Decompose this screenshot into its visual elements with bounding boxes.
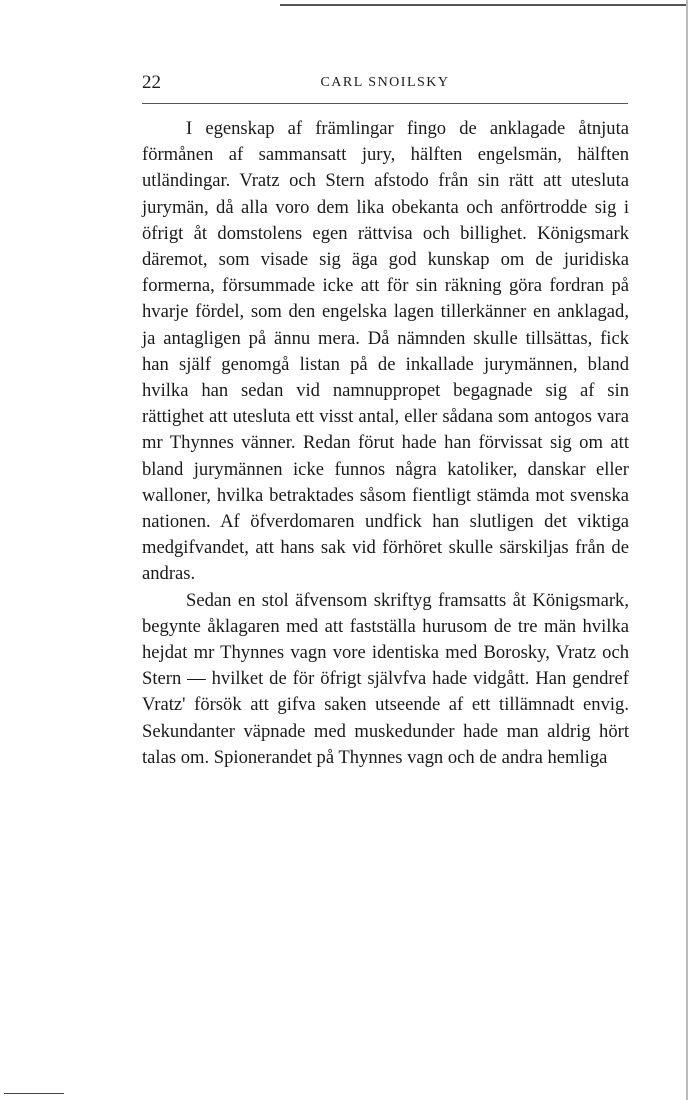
body-text (142, 116, 629, 771)
bottom-edge-rule (4, 1093, 64, 1094)
top-edge-rule (280, 4, 688, 6)
header-rule (142, 103, 628, 104)
page-header (142, 72, 628, 96)
page-number: 22 (142, 72, 161, 93)
running-head: CARL SNOILSKY (320, 75, 450, 90)
paragraph-2: Sedan en stol äfvensom skriftyg framsatts åt Königsmark, begynte åklagaren med att fastställa hurusom de tre män hvilka hejdat mr Thynnes vagn vore identiska med Borosky, Vratz och Stern — hvilket de för öfrigt självfva hade vidgått. Han gendref Vratz' försök att gifva saken utseende af ett tillämnadt envig. Sekundanter väpnade med muskedunder hade man aldrig hört talas om. Spionerandet på Thynnes vagn och de andra hemliga (142, 589, 629, 768)
paragraph-1: I egenskap af främlingar fingo de anklagade åtnjuta förmånen af sammansatt jury, hälften engelsmän, hälften utländingar. Vratz och Stern afstodo från sin rätt att utesluta jurymän, då alla voro dem lika obekanta och anförtrodde sig i öfrigt åt domstolens egen rättvisa och billighet. Königsmark däremot, som visade sig äga god kunskap om de juridiska formerna, försummade icke att för sin räkning göra fordran på hvarje fördel, som den engelska lagen tillerkänner en anklagad, ja antagligen på ännu mera. Då nämnden skulle tillsättas, fick han själf genomgå listan på de inkallade jurymännen, bland hvilka han sedan vid namnuppropet begagnade sig af sin rättighet att utesluta ett visst antal, eller sådana som antogos vara mr Thynnes vänner. Redan förut hade han förvissat sig om att bland jurymännen icke funnos några katoliker, danskar eller walloner, hvilka betraktades såsom fientligt stämda mot svenska nationen. Af öfverdomaren undfick han slutligen det viktiga medgifvandet, att hans sak vid förhöret skulle särskiljas från de andras. (142, 118, 629, 585)
